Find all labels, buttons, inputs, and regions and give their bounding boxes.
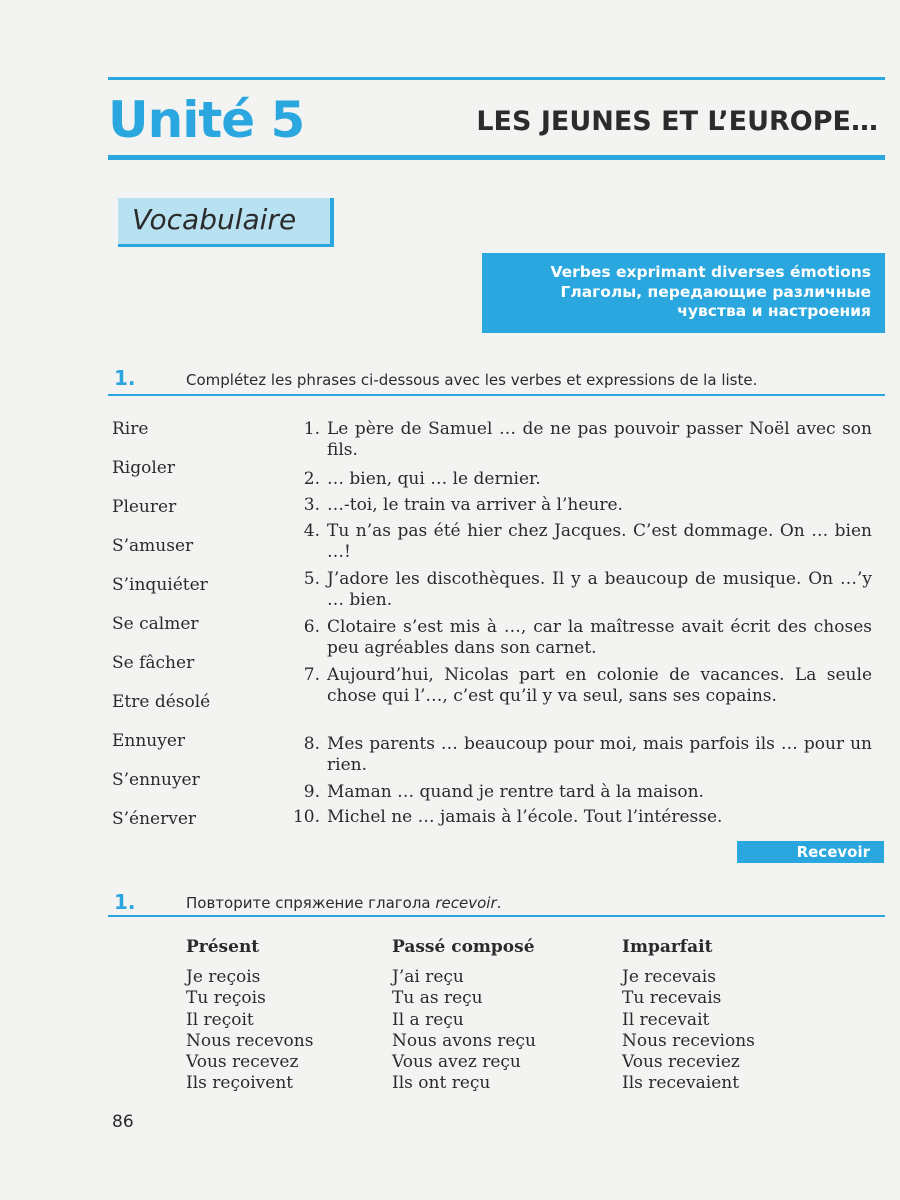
word-list-item: Pleurer (112, 497, 177, 517)
unit-subtitle: LES JEUNES ET L’EUROPE… (476, 106, 878, 137)
page-number: 86 (112, 1112, 134, 1132)
conjugation-form: Tu reçois (186, 988, 266, 1009)
word-list-item: Ennuyer (112, 731, 186, 751)
word-list-item: S’ennuyer (112, 770, 200, 790)
sentence-text: Maman … quand je rentre tard à la maison. (327, 782, 704, 802)
sentence-text: Clotaire s’est mis à …, car la maîtresse avait écrit des choses peu agréables dans son carnet. (327, 617, 872, 658)
sentence-item (290, 617, 872, 659)
sentence-item (290, 807, 872, 828)
exercise-2-instruction-end: . (496, 894, 502, 912)
sentence-item (290, 734, 872, 776)
conjugation-form: Nous recevons (186, 1030, 314, 1051)
conjugation-form: Vous receviez (622, 1052, 740, 1073)
sentence-item (290, 782, 872, 803)
exercise-2-instruction-verb: recevoir (435, 894, 497, 912)
sentence-number: 6. (303, 617, 320, 637)
word-list-item: S’énerver (112, 809, 197, 829)
sentence-number: 2. (303, 469, 320, 489)
sentence-number: 5. (303, 569, 320, 589)
conjugation-form: Il recevait (622, 1009, 710, 1030)
sentence-text: … bien, qui … le dernier. (327, 469, 541, 489)
word-list-item: S’inquiéter (112, 575, 208, 595)
sentence-number: 9. (303, 782, 320, 802)
word-list-item: Rigoler (112, 458, 175, 478)
conjugation-form: Ils ont reçu (392, 1073, 491, 1094)
sentence-text: Aujourd’hui, Nicolas part en colonie de vacances. La seule chose qui l’…, c’est qu’il y va seul, sans ses copains. (327, 665, 872, 706)
column-heading: Passé composé (392, 937, 535, 957)
conjugation-form: Vous recevez (186, 1052, 299, 1073)
exercise-2-instruction (186, 894, 501, 912)
exercise-1-rule (108, 394, 885, 396)
sentence-item (290, 521, 872, 563)
unit-title: Unité 5 (108, 91, 305, 149)
sentence-item (290, 419, 872, 461)
conjugation-form: Tu as reçu (392, 988, 483, 1009)
column-heading: Présent (186, 937, 260, 957)
sentence-item (290, 665, 872, 707)
topic-line-3: чувства и настроения (677, 302, 871, 320)
sentence-number: 3. (303, 495, 320, 515)
conjugation-form: Je recevais (622, 967, 716, 988)
word-list-item: Se calmer (112, 614, 199, 634)
conjugation-form: Nous avons reçu (392, 1030, 536, 1051)
topic-line-2: Глаголы, передающие различные (560, 282, 871, 301)
sentence-text: J’adore les discothèques. Il y a beaucoup de musique. On …’y … bien. (327, 569, 872, 610)
sentence-item (290, 569, 872, 611)
topic-line-1: Verbes exprimant diverses émotions (550, 263, 871, 281)
conjugation-form: Ils recevaient (622, 1073, 740, 1094)
vocabulary-heading-box (118, 198, 334, 247)
sentence-number: 10. (292, 807, 320, 827)
exercise-2-instruction-text: Повторите спряжение глагола (186, 894, 436, 912)
exercise-2-rule (108, 915, 885, 917)
conjugation-form: Il a reçu (392, 1009, 464, 1030)
conjugation-form: Vous avez reçu (392, 1052, 521, 1073)
sentence-number: 4. (303, 521, 320, 541)
header-bottom-rule (108, 155, 885, 160)
sentence-number: 8. (303, 734, 320, 754)
sentence-text: Michel ne … jamais à l’école. Tout l’intéresse. (327, 807, 723, 827)
word-list-item: S’amuser (112, 536, 194, 556)
recevoir-section-tag: Recevoir (737, 841, 884, 863)
conjugation-form: Tu recevais (622, 988, 722, 1009)
conjugation-form: Il reçoit (186, 1009, 254, 1030)
conjugation-form: Nous recevions (622, 1030, 755, 1051)
sentence-number: 1. (303, 419, 320, 439)
conjugation-form: J’ai reçu (392, 967, 464, 988)
sentence-text: …-toi, le train va arriver à l’heure. (327, 495, 623, 515)
conjugation-column-present (186, 937, 313, 1094)
word-list-item: Rire (112, 419, 149, 439)
word-list-item: Se fâcher (112, 653, 195, 673)
conjugation-form: Ils reçoivent (186, 1073, 294, 1094)
word-list-item: Etre désolé (112, 692, 211, 712)
sentence-item (290, 495, 872, 516)
sentence-number: 7. (303, 665, 320, 685)
column-heading: Imparfait (622, 937, 713, 957)
sentence-text: Le père de Samuel … de ne pas pouvoir passer Noël avec son fils. (327, 419, 872, 460)
conjugation-column-imparfait (622, 937, 755, 1094)
sentence-text: Tu n’as pas été hier chez Jacques. C’est dommage. On … bien …! (327, 521, 872, 562)
conjugation-column-passe-compose (392, 937, 536, 1094)
vocabulary-heading: Vocabulaire (132, 203, 297, 236)
header-top-rule (108, 77, 885, 80)
sentence-item (290, 469, 872, 490)
exercise-1-instruction: Complétez les phrases ci-dessous avec les verbes et expressions de la liste. (186, 371, 758, 389)
conjugation-form: Je reçois (186, 967, 261, 988)
sentence-text: Mes parents … beaucoup pour moi, mais parfois ils … pour un rien. (327, 734, 872, 775)
topic-box (482, 253, 885, 333)
exercise-2-number: 1. (114, 890, 136, 914)
exercise-1-number: 1. (114, 366, 136, 390)
